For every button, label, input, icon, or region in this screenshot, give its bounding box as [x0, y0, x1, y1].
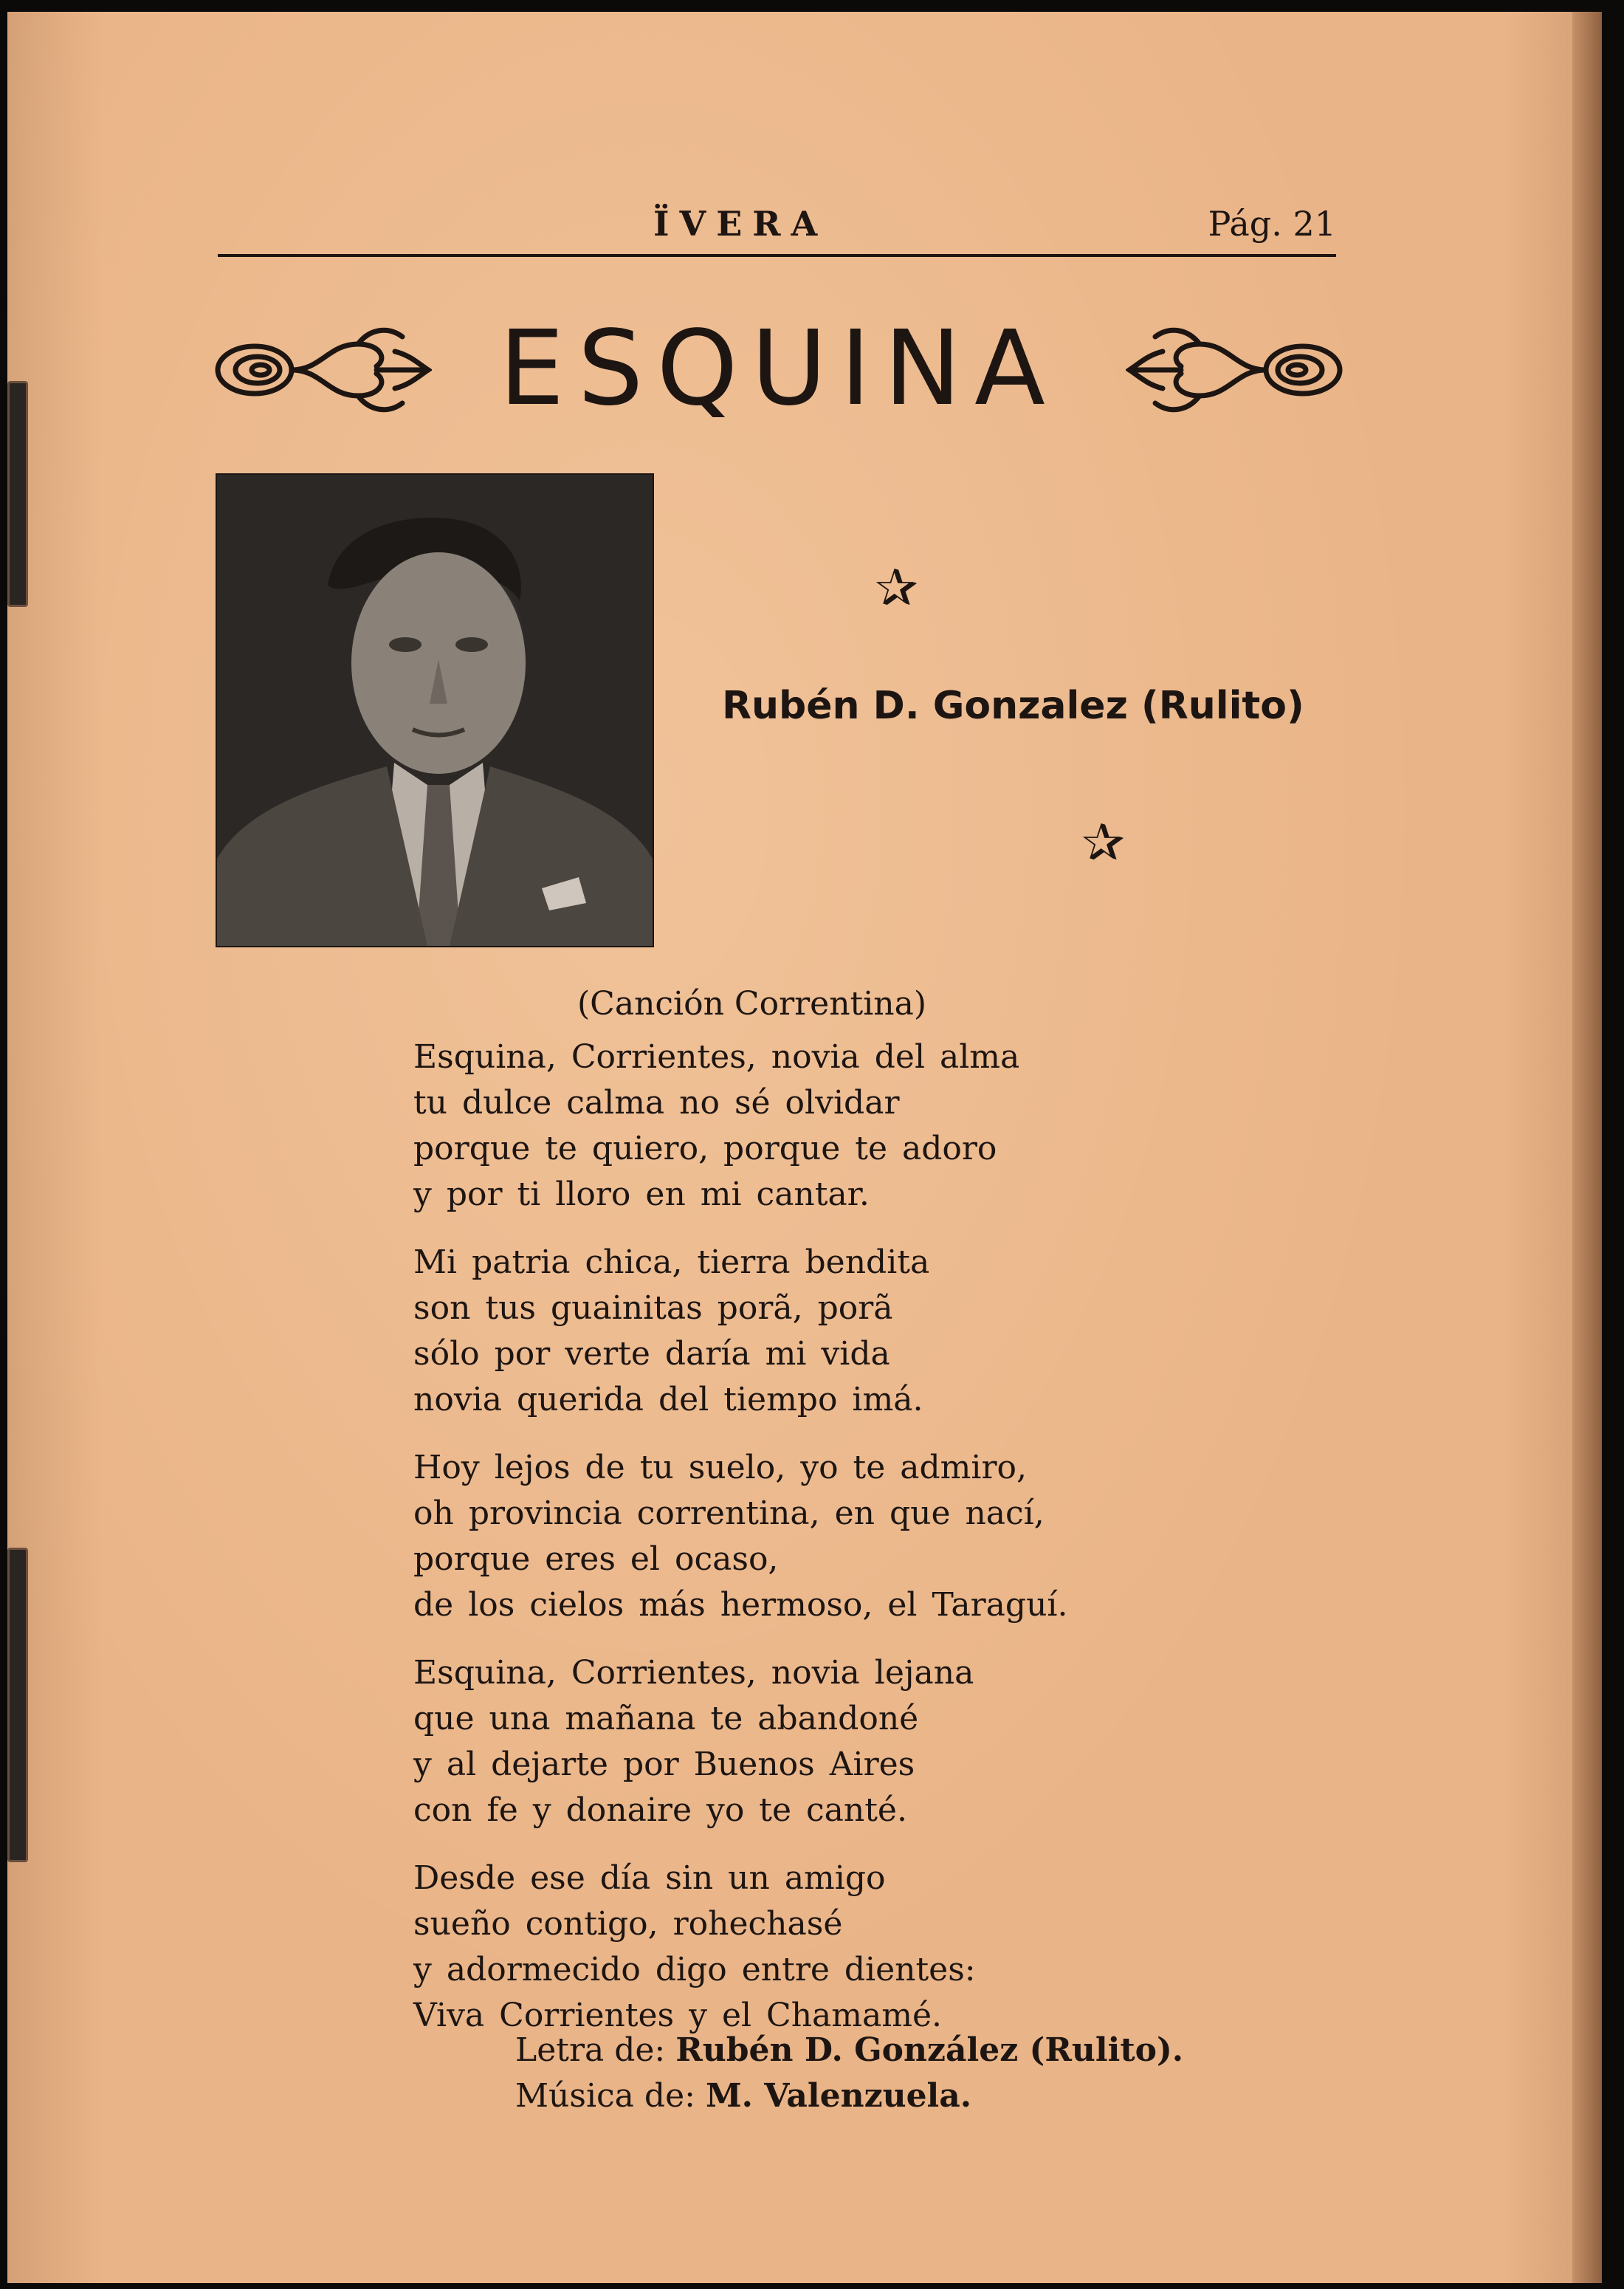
- lyric-line: porque te quiero, porque te adoro: [413, 1130, 997, 1167]
- binding-staple-bottom: [7, 1548, 28, 1862]
- lyric-line: Viva Corrientes y el Chamamé.: [413, 1997, 942, 2034]
- page-edge: [1572, 12, 1602, 2283]
- star-icon: ✰: [1081, 812, 1125, 873]
- stanza: [413, 1856, 1336, 2039]
- author-name: Rubén D. Gonzalez (Rulito): [722, 684, 1304, 728]
- magazine-name: ÏVERA: [653, 204, 828, 244]
- credits: [515, 2028, 1183, 2119]
- scroll-ornament-right-icon: [1126, 315, 1347, 425]
- lyric-line: tu dulce calma no sé olvidar: [413, 1084, 900, 1122]
- song-subtitle: (Canción Correntina): [577, 985, 927, 1023]
- lyric-line: oh provincia correntina, en que nací,: [413, 1494, 1045, 1532]
- lyric-line: sueño contigo, rohechasé: [413, 1905, 843, 1943]
- lyric-line: Esquina, Corrientes, novia lejana: [413, 1654, 974, 1692]
- lyric-line: Esquina, Corrientes, novia del alma: [413, 1038, 1020, 1076]
- music-credit-label: Música de:: [515, 2077, 695, 2115]
- lyric-line: con fe y donaire yo te canté.: [413, 1791, 907, 1829]
- lyric-line: de los cielos más hermoso, el Taraguí.: [413, 1586, 1068, 1624]
- lyric-line: que una mañana te abandoné: [413, 1700, 919, 1737]
- lyric-line: Mi patria chica, tierra bendita: [413, 1243, 930, 1281]
- portrait-silhouette: [217, 475, 653, 946]
- scroll-ornament-left-icon: [210, 315, 432, 425]
- page-number: Pág. 21: [1208, 204, 1336, 244]
- stanza: [413, 1650, 1336, 1833]
- lyrics-credit-label: Letra de:: [515, 2031, 666, 2069]
- music-credit-name: M. Valenzuela.: [705, 2077, 972, 2115]
- lyric-line: sólo por verte daría mi vida: [413, 1335, 890, 1373]
- music-credit: [515, 2073, 1183, 2119]
- binding-staple-top: [7, 381, 28, 607]
- lyrics: [413, 1034, 1336, 2061]
- lyrics-credit-name: Rubén D. González (Rulito).: [675, 2031, 1184, 2069]
- lyric-line: Desde ese día sin un amigo: [413, 1859, 886, 1897]
- stanza: [413, 1445, 1336, 1628]
- magazine-page: [7, 12, 1602, 2283]
- lyric-line: y por ti lloro en mi cantar.: [413, 1176, 870, 1213]
- song-title: ESQUINA: [499, 309, 1059, 429]
- star-icon: ✰: [875, 557, 918, 618]
- lyric-line: y adormecido digo entre dientes:: [413, 1951, 976, 1988]
- lyric-line: novia querida del tiempo imá.: [413, 1381, 923, 1418]
- lyric-line: porque eres el ocaso,: [413, 1540, 779, 1578]
- header-rule: [218, 254, 1336, 257]
- author-portrait: [216, 473, 654, 947]
- lyrics-credit: [515, 2028, 1183, 2073]
- title-banner: [210, 307, 1347, 433]
- lyric-line: son tus guainitas porã, porã: [413, 1289, 893, 1327]
- running-header: [218, 195, 1336, 258]
- lyric-line: y al dejarte por Buenos Aires: [413, 1746, 915, 1783]
- stanza: [413, 1240, 1336, 1423]
- stanza: [413, 1034, 1336, 1218]
- lyric-line: Hoy lejos de tu suelo, yo te admiro,: [413, 1449, 1027, 1486]
